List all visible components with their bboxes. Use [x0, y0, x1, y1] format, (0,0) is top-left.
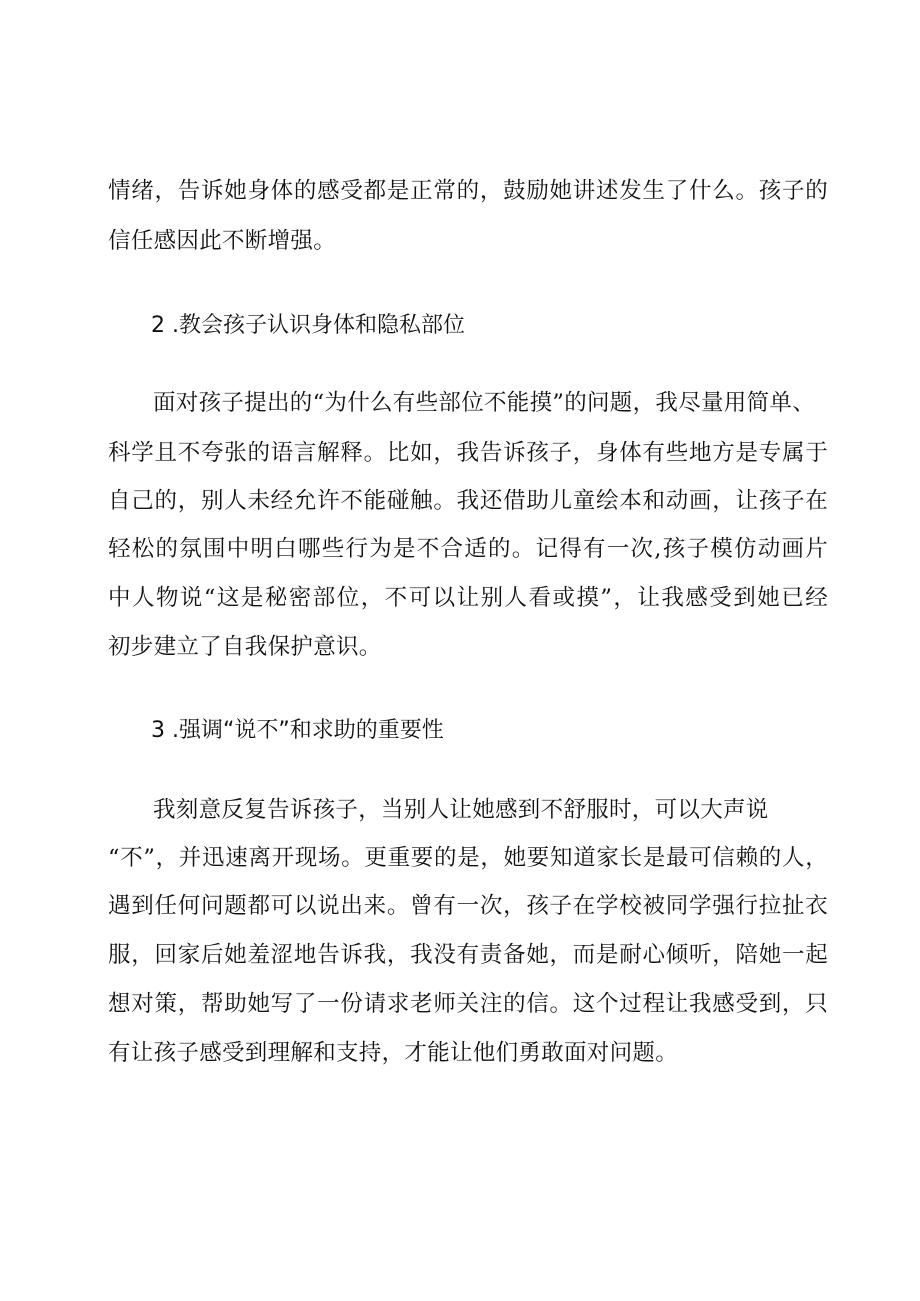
- paragraph-line: 轻松的氛围中明白哪些行为是不合适的。记得有一次,孩子模仿动画片: [108, 536, 828, 562]
- paragraph-line: 面对孩子提出的“为什么有些部位不能摸”的问题，我尽量用简单、: [153, 390, 816, 416]
- paragraph-line: “不”，并迅速离开现场。更重要的是，她要知道家长是最可信赖的人，: [108, 845, 828, 871]
- paragraph-line: 我刻意反复告诉孩子，当别人让她感到不舒服时，可以大声说: [153, 797, 769, 823]
- paragraph-line: 中人物说“这是秘密部位，不可以让别人看或摸”，让我感受到她已经: [108, 585, 828, 611]
- paragraph-line: 信任感因此不断增强。: [108, 228, 337, 254]
- paragraph-line: 有让孩子感受到理解和支持，才能让他们勇敢面对问题。: [108, 1040, 679, 1066]
- paragraph-line: 想对策，帮助她写了一份请求老师关注的信。这个过程让我感受到，只: [108, 991, 828, 1017]
- section-heading: 2 .教会孩子认识身体和隐私部位: [151, 313, 465, 338]
- paragraph-line: 服，回家后她羞涩地告诉我，我没有责备她，而是耐心倾听，陪她一起: [108, 942, 828, 968]
- paragraph-line: 科学且不夸张的语言解释。比如，我告诉孩子，身体有些地方是专属于: [108, 440, 828, 466]
- paragraph-line: 自己的，别人未经允许不能碰触。我还借助儿童绘本和动画，让孩子在: [108, 488, 828, 514]
- paragraph-line: 遇到任何问题都可以说出来。曾有一次，孩子在学校被同学强行拉扯衣: [108, 893, 828, 919]
- paragraph-line: 初步建立了自我保护意识。: [108, 634, 382, 660]
- section-heading: 3 .强调“说不”和求助的重要性: [151, 718, 444, 743]
- paragraph-line: 情绪，告诉她身体的感受都是正常的，鼓励她讲述发生了什么。孩子的: [108, 178, 828, 204]
